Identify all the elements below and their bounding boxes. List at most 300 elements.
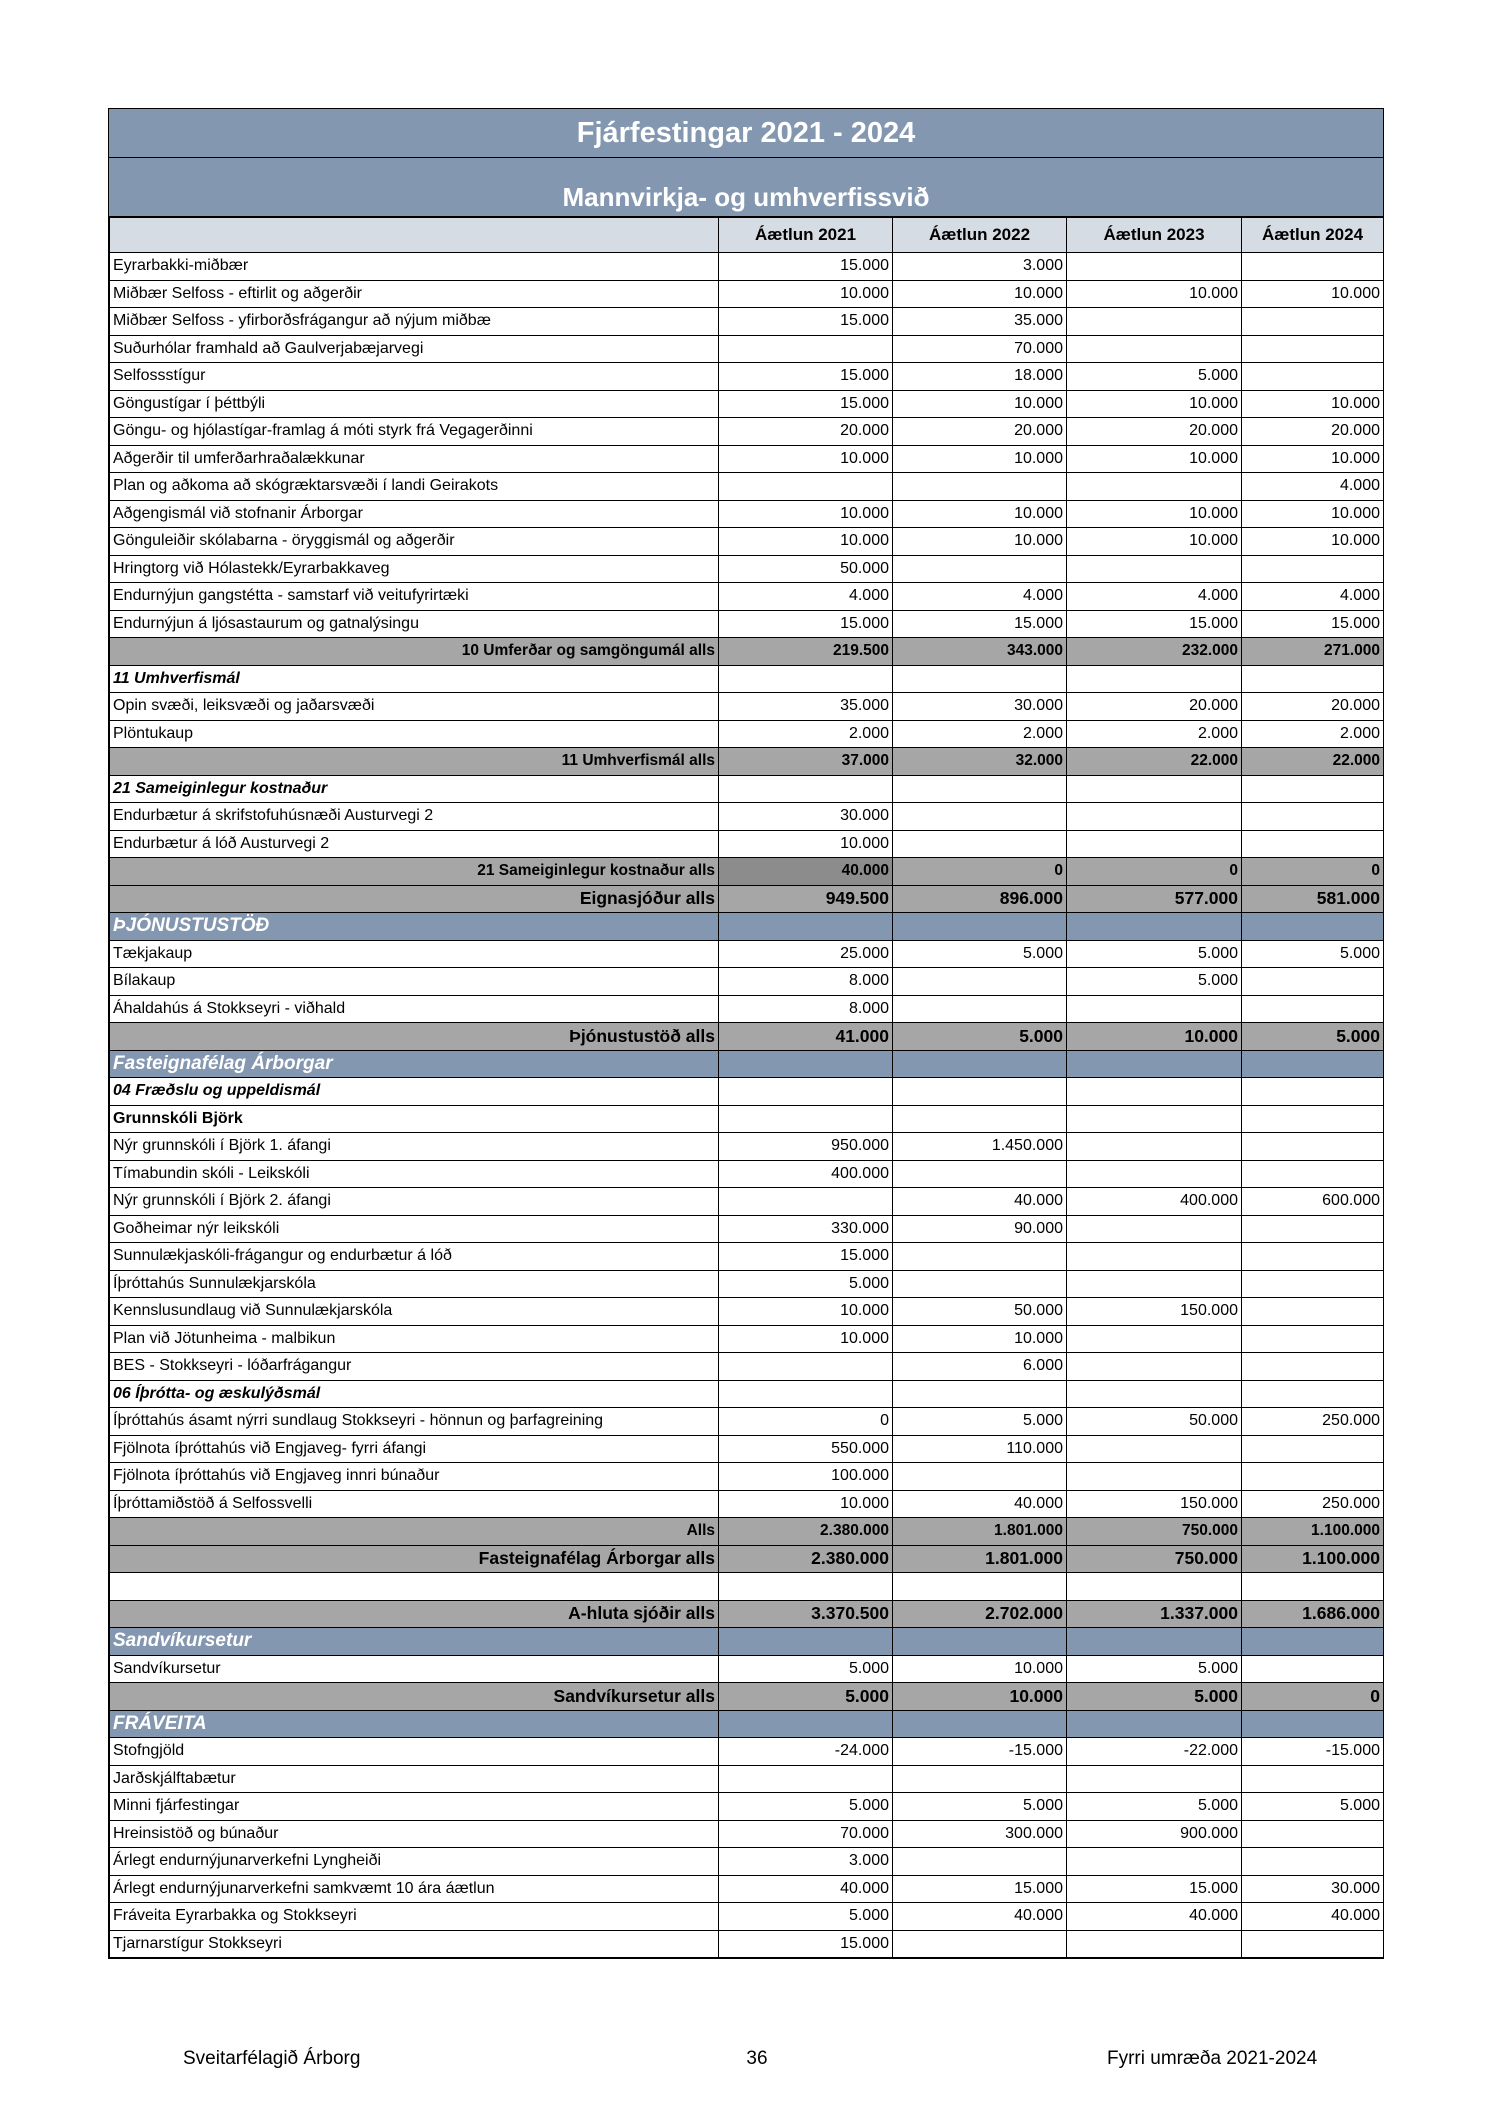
row-label: Nýr grunnskóli í Björk 2. áfangi — [110, 1188, 719, 1216]
value-cell-2022: 40.000 — [893, 1490, 1067, 1518]
row-label: Endurbætur á skrifstofuhúsnæði Austurvegi 2 — [110, 803, 719, 831]
total-row — [110, 1545, 1384, 1573]
row-label: Göngustígar í þéttbýli — [110, 390, 719, 418]
table-row — [110, 528, 1384, 556]
table-row — [110, 555, 1384, 583]
value-cell-2022: 2.702.000 — [893, 1600, 1067, 1628]
value-cell-2024: 5.000 — [1242, 1793, 1384, 1821]
table-row — [110, 720, 1384, 748]
table-row — [110, 693, 1384, 721]
value-cell-2021: 0 — [719, 1408, 893, 1436]
value-cell-2021: 2.000 — [719, 720, 893, 748]
value-cell-2022: 10.000 — [893, 500, 1067, 528]
value-cell-2024 — [1242, 995, 1384, 1023]
table-row — [110, 253, 1384, 281]
row-label: Sandvíkursetur — [110, 1655, 719, 1683]
value-cell-2021: 20.000 — [719, 418, 893, 446]
value-cell-2023 — [1067, 1243, 1242, 1271]
table-row — [110, 1655, 1384, 1683]
value-cell-2024 — [1242, 775, 1384, 803]
section-heading-row — [110, 1710, 1384, 1738]
value-cell-2023 — [1067, 775, 1242, 803]
group-heading-row — [110, 665, 1384, 693]
value-cell-2023: 1.337.000 — [1067, 1600, 1242, 1628]
value-cell-2022: 35.000 — [893, 308, 1067, 336]
value-cell-2022 — [893, 995, 1067, 1023]
table-row — [110, 1298, 1384, 1326]
value-cell-2023 — [1067, 1105, 1242, 1133]
value-cell-2024: 10.000 — [1242, 445, 1384, 473]
value-cell-2023 — [1067, 995, 1242, 1023]
value-cell-2024 — [1242, 1105, 1384, 1133]
value-cell-2022: 10.000 — [893, 1325, 1067, 1353]
value-cell-2023 — [1067, 1765, 1242, 1793]
row-label: Sandvíkursetur alls — [110, 1683, 719, 1711]
table-row — [110, 940, 1384, 968]
value-cell-2021: -24.000 — [719, 1738, 893, 1766]
value-cell-2023 — [1067, 1930, 1242, 1958]
table-title: Fjárfestingar 2021 - 2024 — [109, 109, 1383, 158]
group-heading-row — [110, 1078, 1384, 1106]
row-label: Áhaldahús á Stokkseyri - viðhald — [110, 995, 719, 1023]
row-label: 21 Sameiginlegur kostnaður alls — [110, 858, 719, 886]
value-cell-2023: 10.000 — [1067, 445, 1242, 473]
table-row — [110, 968, 1384, 996]
investment-table-sheet — [108, 108, 1384, 1959]
value-cell-2022 — [893, 803, 1067, 831]
value-cell-2024: 4.000 — [1242, 583, 1384, 611]
value-cell-2024 — [1242, 1930, 1384, 1958]
table-row — [110, 500, 1384, 528]
value-cell-2024: 1.686.000 — [1242, 1600, 1384, 1628]
value-cell-2023: 5.000 — [1067, 1683, 1242, 1711]
row-label: Fasteignafélag Árborgar alls — [110, 1545, 719, 1573]
table-row — [110, 1215, 1384, 1243]
value-cell-2023: 577.000 — [1067, 885, 1242, 913]
value-cell-2021 — [719, 775, 893, 803]
value-cell-2021: 949.500 — [719, 885, 893, 913]
value-cell-2024: 0 — [1242, 1683, 1384, 1711]
value-cell-2021: 4.000 — [719, 583, 893, 611]
value-cell-2024: 271.000 — [1242, 638, 1384, 666]
value-cell-2022 — [893, 1050, 1067, 1078]
value-cell-2024 — [1242, 1435, 1384, 1463]
value-cell-2022 — [893, 1930, 1067, 1958]
value-cell-2022 — [893, 473, 1067, 501]
row-label: Minni fjárfestingar — [110, 1793, 719, 1821]
value-cell-2022 — [893, 665, 1067, 693]
value-cell-2023 — [1067, 803, 1242, 831]
row-label: 04 Fræðslu og uppeldismál — [110, 1078, 719, 1106]
header-2022: Áætlun 2022 — [893, 218, 1067, 253]
value-cell-2022: 2.000 — [893, 720, 1067, 748]
value-cell-2022 — [893, 1243, 1067, 1271]
value-cell-2023: 10.000 — [1067, 500, 1242, 528]
value-cell-2022: 90.000 — [893, 1215, 1067, 1243]
table-row — [110, 280, 1384, 308]
value-cell-2022: 18.000 — [893, 363, 1067, 391]
value-cell-2021: 400.000 — [719, 1160, 893, 1188]
value-cell-2022: 70.000 — [893, 335, 1067, 363]
value-cell-2023: 5.000 — [1067, 940, 1242, 968]
value-cell-2023: 900.000 — [1067, 1820, 1242, 1848]
row-label: Opin svæði, leiksvæði og jaðarsvæði — [110, 693, 719, 721]
value-cell-2021 — [719, 1105, 893, 1133]
table-row — [110, 473, 1384, 501]
row-label: Goðheimar nýr leikskóli — [110, 1215, 719, 1243]
value-cell-2024 — [1242, 1160, 1384, 1188]
table-row — [110, 1353, 1384, 1381]
table-row — [110, 1243, 1384, 1271]
value-cell-2023 — [1067, 1435, 1242, 1463]
table-row — [110, 1188, 1384, 1216]
row-label: FRÁVEITA — [110, 1710, 719, 1738]
value-cell-2021: 10.000 — [719, 280, 893, 308]
total-row — [110, 885, 1384, 913]
value-cell-2022: 30.000 — [893, 693, 1067, 721]
row-label: Eignasjóður alls — [110, 885, 719, 913]
row-label: Endurbætur á lóð Austurvegi 2 — [110, 830, 719, 858]
value-cell-2024 — [1242, 1270, 1384, 1298]
value-cell-2024 — [1242, 1848, 1384, 1876]
row-label: A-hluta sjóðir alls — [110, 1600, 719, 1628]
value-cell-2021: 2.380.000 — [719, 1518, 893, 1546]
section-heading-row — [110, 913, 1384, 941]
value-cell-2024: -15.000 — [1242, 1738, 1384, 1766]
total-row — [110, 1683, 1384, 1711]
value-cell-2022 — [893, 1628, 1067, 1656]
table-row — [110, 1160, 1384, 1188]
value-cell-2024: 10.000 — [1242, 528, 1384, 556]
value-cell-2024: 0 — [1242, 858, 1384, 886]
table-row — [110, 335, 1384, 363]
value-cell-2022: 1.450.000 — [893, 1133, 1067, 1161]
value-cell-2023: 40.000 — [1067, 1903, 1242, 1931]
value-cell-2021: 30.000 — [719, 803, 893, 831]
footer-document-label: Fyrri umræða 2021-2024 — [1107, 2048, 1318, 2069]
value-cell-2023: 10.000 — [1067, 1023, 1242, 1051]
value-cell-2022: 10.000 — [893, 1683, 1067, 1711]
value-cell-2024 — [1242, 555, 1384, 583]
table-row — [110, 1738, 1384, 1766]
value-cell-2021 — [719, 1188, 893, 1216]
row-label: Gönguleiðir skólabarna - öryggismál og aðgerðir — [110, 528, 719, 556]
value-cell-2021: 25.000 — [719, 940, 893, 968]
value-cell-2021: 100.000 — [719, 1463, 893, 1491]
value-cell-2024 — [1242, 1380, 1384, 1408]
row-label: Árlegt endurnýjunarverkefni samkvæmt 10 ára áætlun — [110, 1875, 719, 1903]
value-cell-2024: 30.000 — [1242, 1875, 1384, 1903]
value-cell-2021: 330.000 — [719, 1215, 893, 1243]
value-cell-2022: 50.000 — [893, 1298, 1067, 1326]
value-cell-2023 — [1067, 1050, 1242, 1078]
value-cell-2021: 50.000 — [719, 555, 893, 583]
row-label: Tækjakaup — [110, 940, 719, 968]
value-cell-2021: 8.000 — [719, 995, 893, 1023]
table-row — [110, 418, 1384, 446]
value-cell-2022 — [893, 1463, 1067, 1491]
value-cell-2021 — [719, 1710, 893, 1738]
value-cell-2022: 110.000 — [893, 1435, 1067, 1463]
row-label: Íþróttahús Sunnulækjarskóla — [110, 1270, 719, 1298]
value-cell-2024: 40.000 — [1242, 1903, 1384, 1931]
table-row — [110, 1765, 1384, 1793]
value-cell-2024: 250.000 — [1242, 1490, 1384, 1518]
row-label: Alls — [110, 1518, 719, 1546]
group-heading-row — [110, 1380, 1384, 1408]
value-cell-2022: 896.000 — [893, 885, 1067, 913]
value-cell-2023: 10.000 — [1067, 390, 1242, 418]
value-cell-2022: 40.000 — [893, 1188, 1067, 1216]
blank-row — [110, 1573, 1384, 1601]
row-label: Árlegt endurnýjunarverkefni Lyngheiði — [110, 1848, 719, 1876]
row-label: Plöntukaup — [110, 720, 719, 748]
value-cell-2022: 343.000 — [893, 638, 1067, 666]
value-cell-2023: 2.000 — [1067, 720, 1242, 748]
value-cell-2024: 10.000 — [1242, 280, 1384, 308]
value-cell-2021: 5.000 — [719, 1793, 893, 1821]
value-cell-2022: 10.000 — [893, 390, 1067, 418]
table-row — [110, 308, 1384, 336]
row-label: Aðgengismál við stofnanir Árborgar — [110, 500, 719, 528]
value-cell-2021: 70.000 — [719, 1820, 893, 1848]
value-cell-2023: 232.000 — [1067, 638, 1242, 666]
value-cell-2024 — [1242, 830, 1384, 858]
value-cell-2021: 35.000 — [719, 693, 893, 721]
value-cell-2021 — [719, 1765, 893, 1793]
value-cell-2024 — [1242, 1820, 1384, 1848]
row-label: Sunnulækjaskóli-frágangur og endurbætur á lóð — [110, 1243, 719, 1271]
value-cell-2023: -22.000 — [1067, 1738, 1242, 1766]
row-label: Íþróttahús ásamt nýrri sundlaug Stokkseyri - hönnun og þarfagreining — [110, 1408, 719, 1436]
value-cell-2024: 2.000 — [1242, 720, 1384, 748]
table-row — [110, 1490, 1384, 1518]
value-cell-2021 — [719, 913, 893, 941]
value-cell-2021: 10.000 — [719, 1325, 893, 1353]
table-row — [110, 995, 1384, 1023]
value-cell-2021 — [719, 1050, 893, 1078]
subtotal-row — [110, 748, 1384, 776]
value-cell-2022: -15.000 — [893, 1738, 1067, 1766]
value-cell-2023 — [1067, 473, 1242, 501]
value-cell-2021: 5.000 — [719, 1903, 893, 1931]
value-cell-2022: 1.801.000 — [893, 1545, 1067, 1573]
table-row — [110, 1133, 1384, 1161]
value-cell-2021: 219.500 — [719, 638, 893, 666]
value-cell-2022 — [893, 775, 1067, 803]
value-cell-2022: 10.000 — [893, 1655, 1067, 1683]
value-cell-2021: 37.000 — [719, 748, 893, 776]
value-cell-2021: 8.000 — [719, 968, 893, 996]
row-label: Eyrarbakki-miðbær — [110, 253, 719, 281]
value-cell-2021: 41.000 — [719, 1023, 893, 1051]
value-cell-2024 — [1242, 1078, 1384, 1106]
value-cell-2024: 5.000 — [1242, 940, 1384, 968]
row-label — [110, 1573, 719, 1601]
value-cell-2021: 5.000 — [719, 1655, 893, 1683]
row-label: Endurnýjun á ljósastaurum og gatnalýsingu — [110, 610, 719, 638]
value-cell-2023: 15.000 — [1067, 610, 1242, 638]
header-2024: Áætlun 2024 — [1242, 218, 1384, 253]
value-cell-2021: 15.000 — [719, 1243, 893, 1271]
table-row — [110, 1408, 1384, 1436]
table-row — [110, 1820, 1384, 1848]
value-cell-2021: 550.000 — [719, 1435, 893, 1463]
value-cell-2024: 5.000 — [1242, 1023, 1384, 1051]
page-number: 36 — [746, 2048, 768, 2069]
table-row — [110, 1875, 1384, 1903]
row-label: Bílakaup — [110, 968, 719, 996]
value-cell-2023: 50.000 — [1067, 1408, 1242, 1436]
table-subtitle: Mannvirkja- og umhverfissvið — [109, 158, 1383, 217]
value-cell-2021: 15.000 — [719, 253, 893, 281]
value-cell-2023: 750.000 — [1067, 1545, 1242, 1573]
row-label: 11 Umhverfismál — [110, 665, 719, 693]
row-label: BES - Stokkseyri - lóðarfrágangur — [110, 1353, 719, 1381]
subtotal-row — [110, 1518, 1384, 1546]
row-label: Jarðskjálftabætur — [110, 1765, 719, 1793]
value-cell-2024 — [1242, 1243, 1384, 1271]
value-cell-2024: 10.000 — [1242, 500, 1384, 528]
value-cell-2023 — [1067, 1710, 1242, 1738]
value-cell-2021: 3.000 — [719, 1848, 893, 1876]
value-cell-2023 — [1067, 1133, 1242, 1161]
row-label: Endurnýjun gangstétta - samstarf við veitufyrirtæki — [110, 583, 719, 611]
value-cell-2022: 15.000 — [893, 610, 1067, 638]
header-2021: Áætlun 2021 — [719, 218, 893, 253]
value-cell-2024: 1.100.000 — [1242, 1545, 1384, 1573]
value-cell-2023 — [1067, 1078, 1242, 1106]
value-cell-2023: 10.000 — [1067, 528, 1242, 556]
value-cell-2022: 10.000 — [893, 528, 1067, 556]
row-label: ÞJÓNUSTUSTÖÐ — [110, 913, 719, 941]
table-row — [110, 1325, 1384, 1353]
subtotal-row — [110, 858, 1384, 886]
value-cell-2023: 150.000 — [1067, 1298, 1242, 1326]
value-cell-2021: 10.000 — [719, 1298, 893, 1326]
subtotal-row — [110, 638, 1384, 666]
value-cell-2024 — [1242, 1765, 1384, 1793]
value-cell-2023: 4.000 — [1067, 583, 1242, 611]
value-cell-2023: 10.000 — [1067, 280, 1242, 308]
value-cell-2021: 10.000 — [719, 528, 893, 556]
row-label: Selfossstígur — [110, 363, 719, 391]
value-cell-2022 — [893, 1710, 1067, 1738]
value-cell-2021: 3.370.500 — [719, 1600, 893, 1628]
row-label: Fráveita Eyrarbakka og Stokkseyri — [110, 1903, 719, 1931]
value-cell-2024: 20.000 — [1242, 418, 1384, 446]
value-cell-2023 — [1067, 1848, 1242, 1876]
value-cell-2022 — [893, 913, 1067, 941]
value-cell-2023 — [1067, 913, 1242, 941]
value-cell-2022 — [893, 830, 1067, 858]
value-cell-2024 — [1242, 1298, 1384, 1326]
group-heading-row — [110, 775, 1384, 803]
value-cell-2022 — [893, 1380, 1067, 1408]
value-cell-2022: 1.801.000 — [893, 1518, 1067, 1546]
row-label: Þjónustustöð alls — [110, 1023, 719, 1051]
value-cell-2022 — [893, 1105, 1067, 1133]
table-row — [110, 1463, 1384, 1491]
value-cell-2023 — [1067, 1380, 1242, 1408]
table-row — [110, 583, 1384, 611]
row-label: Hringtorg við Hólastekk/Eyrarbakkaveg — [110, 555, 719, 583]
value-cell-2021: 950.000 — [719, 1133, 893, 1161]
row-label: 21 Sameiginlegur kostnaður — [110, 775, 719, 803]
row-label: Göngu- og hjólastígar-framlag á móti styrk frá Vegagerðinni — [110, 418, 719, 446]
value-cell-2024 — [1242, 913, 1384, 941]
value-cell-2024 — [1242, 665, 1384, 693]
value-cell-2023: 15.000 — [1067, 1875, 1242, 1903]
table-row — [110, 1848, 1384, 1876]
value-cell-2023: 750.000 — [1067, 1518, 1242, 1546]
table-row — [110, 803, 1384, 831]
value-cell-2023 — [1067, 1215, 1242, 1243]
value-cell-2024 — [1242, 1325, 1384, 1353]
value-cell-2024 — [1242, 1133, 1384, 1161]
value-cell-2023: 5.000 — [1067, 1793, 1242, 1821]
value-cell-2021: 15.000 — [719, 363, 893, 391]
value-cell-2022: 300.000 — [893, 1820, 1067, 1848]
value-cell-2022 — [893, 555, 1067, 583]
value-cell-2021: 10.000 — [719, 1490, 893, 1518]
row-label: Miðbær Selfoss - eftirlit og aðgerðir — [110, 280, 719, 308]
value-cell-2023 — [1067, 665, 1242, 693]
value-cell-2024 — [1242, 1573, 1384, 1601]
value-cell-2024 — [1242, 1710, 1384, 1738]
value-cell-2024: 600.000 — [1242, 1188, 1384, 1216]
value-cell-2024: 4.000 — [1242, 473, 1384, 501]
row-label: Fasteignafélag Árborgar — [110, 1050, 719, 1078]
row-label: 10 Umferðar og samgöngumál alls — [110, 638, 719, 666]
row-label: Fjölnota íþróttahús við Engjaveg innri búnaður — [110, 1463, 719, 1491]
value-cell-2021 — [719, 1573, 893, 1601]
value-cell-2021: 40.000 — [719, 1875, 893, 1903]
value-cell-2022: 3.000 — [893, 253, 1067, 281]
value-cell-2021: 15.000 — [719, 390, 893, 418]
value-cell-2022: 6.000 — [893, 1353, 1067, 1381]
value-cell-2021 — [719, 1628, 893, 1656]
row-label: Plan við Jötunheima - malbikun — [110, 1325, 719, 1353]
value-cell-2021: 10.000 — [719, 830, 893, 858]
table-row — [110, 1435, 1384, 1463]
value-cell-2023 — [1067, 1573, 1242, 1601]
value-cell-2022 — [893, 968, 1067, 996]
value-cell-2022: 15.000 — [893, 1875, 1067, 1903]
value-cell-2023: 150.000 — [1067, 1490, 1242, 1518]
row-label: Tímabundin skóli - Leikskóli — [110, 1160, 719, 1188]
value-cell-2022 — [893, 1848, 1067, 1876]
value-cell-2022 — [893, 1573, 1067, 1601]
table-row — [110, 610, 1384, 638]
value-cell-2023 — [1067, 335, 1242, 363]
value-cell-2024: 1.100.000 — [1242, 1518, 1384, 1546]
section-heading-row — [110, 1628, 1384, 1656]
value-cell-2022: 5.000 — [893, 1408, 1067, 1436]
row-label: Grunnskóli Björk — [110, 1105, 719, 1133]
row-label: Nýr grunnskóli í Björk 1. áfangi — [110, 1133, 719, 1161]
row-label: Miðbær Selfoss - yfirborðsfrágangur að nýjum miðbæ — [110, 308, 719, 336]
value-cell-2021 — [719, 473, 893, 501]
row-label: Hreinsistöð og búnaður — [110, 1820, 719, 1848]
value-cell-2023: 5.000 — [1067, 968, 1242, 996]
value-cell-2023 — [1067, 1325, 1242, 1353]
section-heading-row — [110, 1050, 1384, 1078]
value-cell-2021: 2.380.000 — [719, 1545, 893, 1573]
value-cell-2024 — [1242, 1463, 1384, 1491]
value-cell-2024: 22.000 — [1242, 748, 1384, 776]
column-header-row — [110, 218, 1384, 253]
